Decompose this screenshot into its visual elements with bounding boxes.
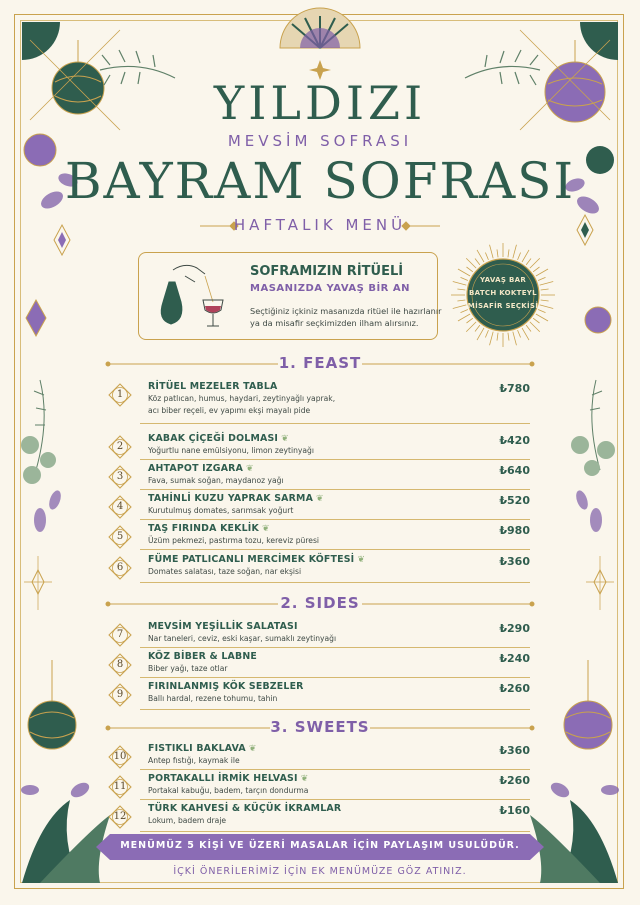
dish-price: ₺420 <box>499 434 530 447</box>
item-divider <box>140 831 530 832</box>
dish-description: Kurutulmuş domates, sarımsak yoğurt <box>148 506 294 515</box>
dish-description: Köz patlıcan, humus, haydari, zeytinyağlı yaprak, <box>148 394 336 403</box>
side-left <box>21 300 63 610</box>
item-number: 2 <box>116 441 124 452</box>
item-divider <box>140 549 530 550</box>
leaf-icon: ❦ <box>316 494 324 504</box>
item-divider <box>140 423 530 424</box>
dish-name <box>148 433 289 444</box>
top-fan-ornament <box>280 8 360 48</box>
item-number-badge <box>108 683 132 707</box>
dish-name-text: KÖZ BİBER & LABNE <box>148 651 258 662</box>
page-title: BAYRAM SOFRASI <box>64 152 576 210</box>
item-number: 11 <box>113 781 127 792</box>
dish-price: ₺240 <box>499 652 530 665</box>
dish-name <box>148 621 298 632</box>
dish-name <box>148 381 277 392</box>
dish-price: ₺260 <box>499 774 530 787</box>
dish-name-text: FIRINLANMIŞ KÖK SEBZELER <box>148 681 304 692</box>
item-number-badge <box>108 525 132 549</box>
dish-name <box>148 743 257 754</box>
dish-name <box>148 681 304 692</box>
item-divider <box>140 459 530 460</box>
dish-description: Portakal kabuğu, badem, tarçın dondurma <box>148 786 309 795</box>
dish-description: Yoğurtlu nane emülsiyonu, limon zeytinyağı <box>148 446 314 455</box>
dish-description-line2: acı biber reçeli, ev yapımı ekşi mayalı pide <box>148 406 311 415</box>
dish-price: ₺780 <box>499 382 530 395</box>
dish-price: ₺160 <box>499 804 530 817</box>
section-title: 1. FEAST <box>278 354 362 372</box>
item-number-badge <box>108 775 132 799</box>
item-number: 3 <box>116 471 124 482</box>
ritual-subtitle: MASANIZDA YAVAŞ BİR AN <box>250 283 410 294</box>
side-right <box>571 307 615 610</box>
ritual-text-line2: ya da misafir seçkimizden ilham alırsınız. <box>250 318 419 328</box>
dish-name <box>148 651 257 662</box>
badge-line2: BATCH KOKTEYL <box>469 289 537 297</box>
item-divider <box>140 647 530 648</box>
item-divider <box>140 582 530 583</box>
footer-note: İÇKİ ÖNERİLERİMİZ İÇİN EK MENÜMÜZE GÖZ ATINIZ. <box>173 866 467 877</box>
item-divider <box>140 799 530 800</box>
item-number-badge <box>108 465 132 489</box>
item-number-badge <box>108 653 132 677</box>
dish-name-text: PORTAKALLI İRMİK HELVASI <box>148 773 298 784</box>
item-number-badge <box>108 556 132 580</box>
item-number-badge <box>108 805 132 829</box>
dish-name-text: TAŞ FIRINDA KEKLİK <box>148 523 259 534</box>
item-number-badge <box>108 435 132 459</box>
item-number: 9 <box>116 689 124 700</box>
dish-description: Ballı hardal, rezene tohumu, tahin <box>148 694 278 703</box>
dish-description: Üzüm pekmezi, pastırma tozu, kereviz püresi <box>148 536 320 545</box>
dish-name-text: AHTAPOT IZGARA <box>148 463 244 474</box>
dish-name <box>148 463 254 474</box>
item-divider <box>140 677 530 678</box>
section-title: 2. SIDES <box>280 594 360 612</box>
section-title: 3. SWEETS <box>270 718 370 736</box>
dish-description: Domates salatası, taze soğan, nar ekşisi <box>148 567 302 576</box>
leaf-icon: ❦ <box>246 464 254 474</box>
item-divider <box>140 519 530 520</box>
corner-bottom-right <box>530 660 619 883</box>
item-number-badge <box>108 495 132 519</box>
dish-name-text: RİTÜEL MEZELER TABLA <box>148 381 278 392</box>
dish-name-text: TAHİNLİ KUZU YAPRAK SARMA <box>148 493 314 504</box>
dish-price: ₺360 <box>499 744 530 757</box>
leaf-icon: ❦ <box>300 774 309 784</box>
dish-name <box>148 493 324 504</box>
dish-name <box>148 523 270 534</box>
dish-price: ₺290 <box>499 622 530 635</box>
item-divider <box>140 769 530 770</box>
dish-name <box>148 554 365 565</box>
dish-price: ₺980 <box>499 524 530 537</box>
dish-description: Biber yağı, taze otlar <box>148 664 228 673</box>
dish-description: Nar taneleri, ceviz, eski kaşar, sumaklı zeytinyağı <box>148 634 337 643</box>
item-divider <box>140 709 530 710</box>
item-number: 10 <box>113 751 127 762</box>
sharing-banner-text: MENÜMÜZ 5 KİŞİ VE ÜZERİ MASALAR İÇİN PAYLAŞIM USULÜDÜR. <box>120 840 520 851</box>
badge-line1: YAVAŞ BAR <box>479 276 527 284</box>
season-label: MEVSİM SOFRASI <box>227 132 413 150</box>
dish-price: ₺360 <box>499 555 530 568</box>
item-number: 5 <box>116 531 124 542</box>
item-number: 4 <box>116 501 124 512</box>
dish-price: ₺260 <box>499 682 530 695</box>
dish-name-text: TÜRK KAHVESİ & KÜÇÜK İKRAMLAR <box>148 803 342 814</box>
dish-name-text: KABAK ÇİÇEĞİ DOLMASI <box>148 433 279 444</box>
item-number-badge <box>108 383 132 407</box>
item-number: 6 <box>116 562 124 573</box>
item-number: 7 <box>116 629 124 640</box>
leaf-icon: ❦ <box>261 524 270 534</box>
corner-bottom-left <box>21 660 110 883</box>
item-number-badge <box>108 623 132 647</box>
leaf-icon: ❦ <box>281 434 289 444</box>
dish-description: Antep fıstığı, kaymak ile <box>148 756 240 765</box>
ritual-text-line1: Seçtiğiniz içkiniz masanızda ritüel ile hazırlanır <box>250 306 442 316</box>
item-number: 1 <box>116 389 124 400</box>
dish-description: Lokum, badem draje <box>148 816 227 825</box>
item-number: 12 <box>113 811 127 822</box>
ritual-title: SOFRAMIZIN RİTÜELİ <box>250 264 404 279</box>
item-number: 8 <box>116 659 124 670</box>
leaf-icon: ❦ <box>357 555 366 565</box>
dish-name-text: MEVSİM YEŞİLLİK SALATASI <box>148 621 298 632</box>
dish-name-text: FISTIKLI BAKLAVA <box>148 743 246 754</box>
dish-name <box>148 803 341 814</box>
dish-name-text: FÜME PATLICANLI MERCİMEK KÖFTESİ <box>148 554 355 565</box>
dish-name <box>148 773 308 784</box>
leaf-icon: ❦ <box>248 744 257 754</box>
menu-subtitle: HAFTALIK MENÜ <box>233 216 407 234</box>
item-number-badge <box>108 745 132 769</box>
dish-description: Fava, sumak soğan, maydanoz yağı <box>148 476 284 485</box>
dish-price: ₺640 <box>499 464 530 477</box>
dish-price: ₺520 <box>499 494 530 507</box>
brand-name: YILDIZI <box>213 76 427 130</box>
badge-line3: MİSAFİR SEÇKİSİ <box>467 302 539 310</box>
item-divider <box>140 489 530 490</box>
